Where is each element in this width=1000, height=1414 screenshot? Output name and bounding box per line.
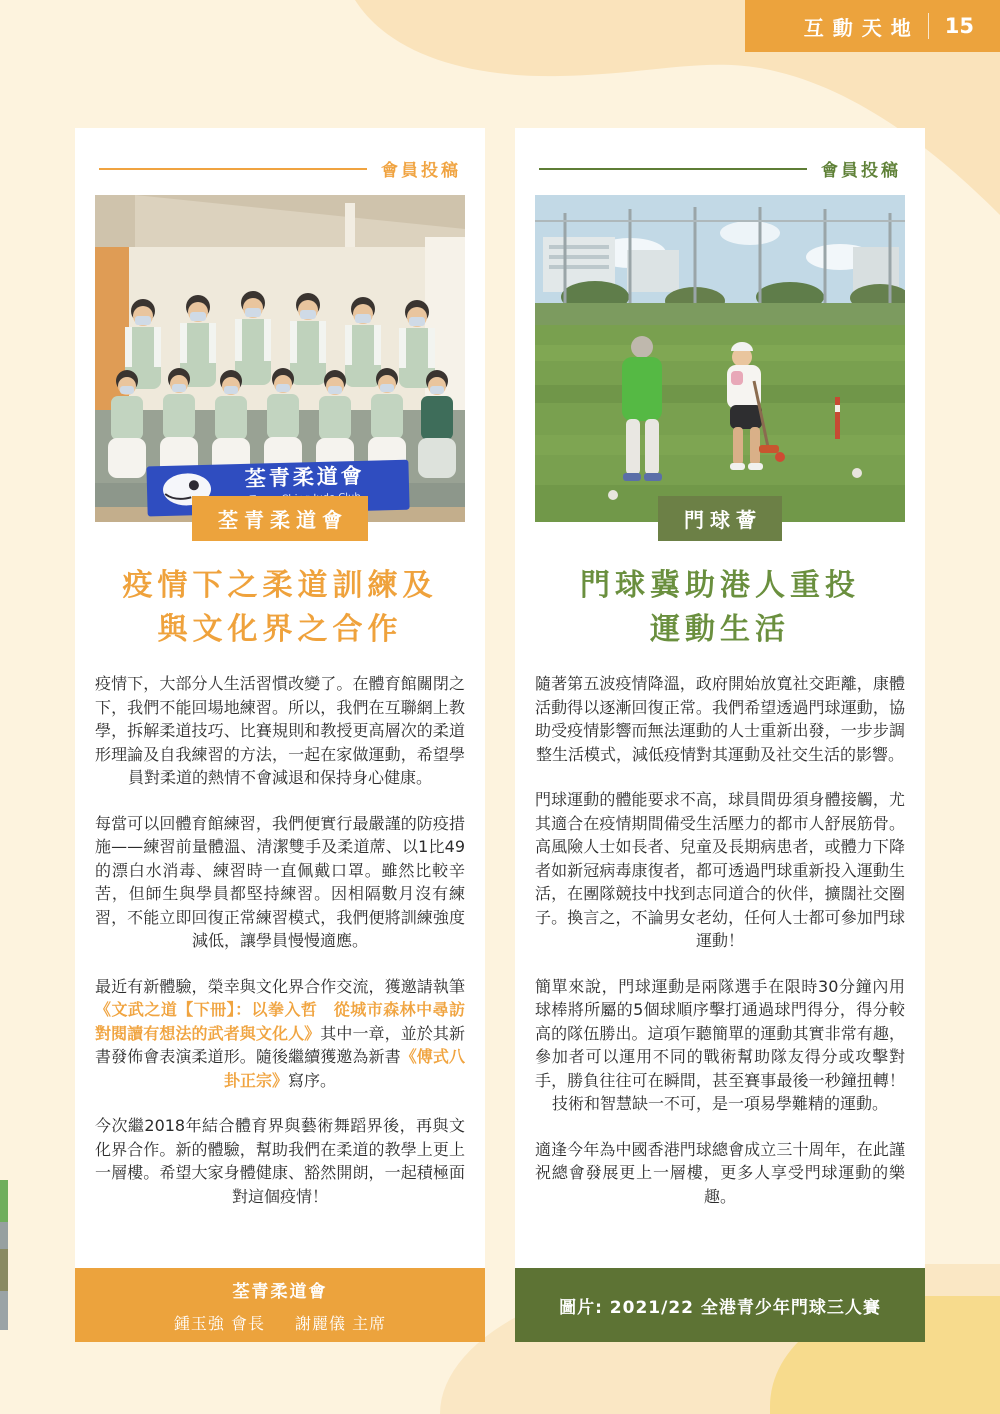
section-label: 互動天地 [803, 15, 920, 40]
footer-organization: 荃青柔道會 [232, 1281, 328, 1302]
tag-rule-line [539, 168, 807, 170]
article-title-judo: 疫情下之柔道訓練及 與文化界之合作 [122, 568, 438, 647]
paragraph: 適逢今年為中國香港門球總會成立三十周年，在此謹祝總會發展更上一層樓，更多人享受門球運動的樂趣。 [535, 1139, 905, 1206]
photo-caption: 圖片: 2021/22 全港青少年門球三人賽 [559, 1297, 881, 1318]
footer-people: 鍾玉強 會長 謝麗儀 主席 [173, 1313, 387, 1333]
judo-team-photo [95, 195, 465, 532]
book-title-highlight: 《傅式八卦正宗》 [223, 1047, 465, 1090]
judo-team-photo-illustration [95, 195, 465, 522]
paragraph: 每當可以回體育館練習，我們便實行最嚴謹的防疫措施——練習前量體溫、清潔雙手及柔道蓆、以1比49的漂白水消毒、練習時一直佩戴口罩。雖然比較辛苦，但師生與學員都堅持練習。因相隔數月沒有練習，不能立即回復正常練習模式，我們便將訓練強度減低，讓學員慢慢適應。 [95, 813, 465, 950]
page-number: 15 [944, 14, 974, 38]
header-divider [928, 13, 929, 39]
gateball-club-badge: 門球薈 [658, 496, 782, 541]
paragraph: 今次繼2018年結合體育界與藝術舞蹈界後，再與文化界合作。新的體驗，幫助我們在柔道的教學上更上一層樓。希望大家身體健康、豁然開朗，一起積極面對這個疫情！ [95, 1116, 465, 1206]
tag-rule-line [99, 168, 367, 170]
gateball-photo [535, 195, 905, 532]
svg-text:荃青柔道會: 荃青柔道會 [244, 463, 366, 491]
article-title-gateball: 門球冀助港人重投 運動生活 [580, 568, 860, 647]
left-edge-photo-sliver [0, 1180, 8, 1330]
judo-club-badge: 荃青柔道會 [192, 496, 368, 541]
section-header-tab [745, 0, 1000, 52]
member-post-tag-row [75, 128, 485, 181]
paragraph: 最近有新體驗，榮幸與文化界合作交流，獲邀請執筆 《文武之道【下冊】：以拳入哲 從城市森林中尋訪對閱讀有想法的武者與文化人》其中一章，並於其新書發佈會表演柔道形。隨後繼續獲邀為新書《傅式八卦正宗》寫序。 [95, 976, 465, 1090]
member-post-label: 會員投稿 [381, 161, 461, 181]
paragraph: 簡單來說，門球運動是兩隊選手在限時30分鐘內用球棒將所屬的5個球順序擊打通過球門得分，得分較高的隊伍勝出。這項乍聽簡單的運動其實非常有趣，參加者可以運用不同的戰術幫助隊友得分或攻擊對手，勝負往往可在瞬間，甚至賽事最後一秒鐘扭轉！技術和智慧缺一不可，是一項易學難精的運動。 [535, 976, 905, 1113]
book-title-highlight: 《文武之道【下冊】：以拳入哲 從城市森林中尋訪對閱讀有想法的武者與文化人》 [95, 1000, 465, 1043]
article-footer-judo [75, 1268, 485, 1342]
paragraph: 隨著第五波疫情降溫，政府開始放寬社交距離，康體活動得以逐漸回復正常。我們希望透過門球運動，協助受疫情影響而無法運動的人士重新出發，一步步調整生活模式，減低疫情對其運動及社交生活的影響。 [535, 674, 905, 764]
article-card-judo [75, 128, 485, 1342]
article-body-judo [75, 652, 485, 1208]
member-post-tag-row [515, 128, 925, 181]
article-footer-gateball [515, 1268, 925, 1342]
member-post-label: 會員投稿 [821, 161, 901, 181]
gateball-photo-illustration [535, 195, 905, 522]
article-body-gateball [515, 652, 925, 1208]
paragraph: 疫情下，大部分人生活習慣改變了。在體育館關閉之下，我們不能回場地練習。所以，我們在互聯網上教學，拆解柔道技巧、比賽規則和教授更高層次的柔道形理論及自我練習的方法，一起在家做運動，希望學員對柔道的熱情不會減退和保持身心健康。 [95, 674, 465, 787]
article-card-gateball [515, 128, 925, 1342]
paragraph: 門球運動的體能要求不高，球員間毋須身體接觸，尤其適合在疫情期間備受生活壓力的都市人舒展筋骨。高風險人士如長者、兒童及長期病患者，或體力下降者如新冠病毒康復者，都可透過門球重新投入運動生活，在團隊競技中找到志同道合的伙伴，擴闊社交圈子。換言之，不論男女老幼，任何人士都可參加門球運動！ [535, 790, 905, 950]
